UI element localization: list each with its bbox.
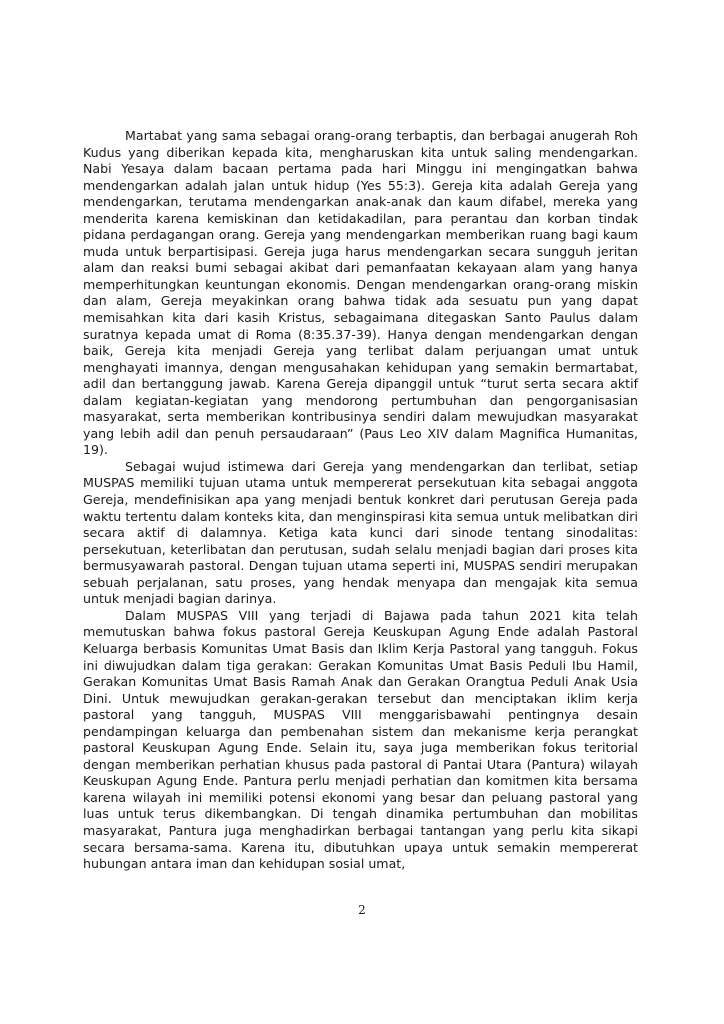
paragraph-3: Dalam MUSPAS VIII yang terjadi di Bajawa pada tahun 2021 kita telah memutuskan bahwa fokus pastoral Gereja Keuskupan Agung Ende adalah Pastoral Keluarga berbasis Komunitas Umat Basis dan Iklim Kerja Pastoral yang tangguh. Fokus ini diwujudkan dalam tiga gerakan: Gerakan Komunitas Umat Basis Peduli Ibu Hamil, Gerakan Komunitas Umat Basis Ramah Anak dan Gerakan Orangtua Peduli Anak Usia Dini. Untuk mewujudkan gerakan-gerakan tersebut dan menciptakan iklim kerja pastoral yang tangguh, MUSPAS VIII menggarisbawahi pentingnya desain pendampingan keluarga dan pembenahan sistem dan mekanisme kerja perangkat pastoral Keuskupan Agung Ende. Selain itu, saya juga memberikan fokus teritorial dengan memberikan perhatian khusus pada pastoral di Pantai Utara (Pantura) wilayah Keuskupan Agung Ende. Pantura perlu menjadi perhatian dan komitmen kita bersama karena wilayah ini memiliki potensi ekonomi yang besar dan peluang pastoral yang luas untuk terus dikembangkan. Di tengah dinamika pertumbuhan dan mobilitas masyarakat, Pantura juga menghadirkan berbagai tantangan yang perlu kita sikapi secara bersama-sama. Karena itu, dibutuhkan upaya untuk semakin mempererat hubungan antara iman dan kehidupan sosial umat, (83, 607, 638, 872)
paragraph-2: Sebagai wujud istimewa dari Gereja yang mendengarkan dan terlibat, setiap MUSPAS memiliki tujuan utama untuk mempererat persekutuan kita sebagai anggota Gereja, mendefinisikan apa yang menjadi bentuk konkret dari perutusan Gereja pada waktu tertentu dalam konteks kita, dan menginspirasi kita semua untuk melibatkan diri secara aktif di dalamnya. Ketiga kata kunci dari sinode tentang sinodalitas: persekutuan, keterlibatan dan perutusan, sudah selalu menjadi bagian dari proses kita bermusyawarah pastoral. Dengan tujuan utama seperti ini, MUSPAS sendiri merupakan sebuah perjalanan, satu proses, yang hendak menyapa dan mengajak kita semua untuk menjadi bagian darinya. (83, 458, 638, 607)
body-text (83, 128, 638, 873)
page-number: 2 (358, 903, 366, 917)
paragraph-1: Martabat yang sama sebagai orang-orang terbaptis, dan berbagai anugerah Roh Kudus yang diberikan kepada kita, mengharuskan kita untuk saling mendengarkan. Nabi Yesaya dalam bacaan pertama pada hari Minggu ini mengingatkan bahwa mendengarkan adalah jalan untuk hidup (Yes 55:3). Gereja kita adalah Gereja yang mendengarkan, terutama mendengarkan anak-anak dan kaum difabel, mereka yang menderita karena kemiskinan dan ketidakadilan, para perantau dan korban tindak pidana perdagangan orang. Gereja yang mendengarkan memberikan ruang bagi kaum muda untuk berpartisipasi. Gereja juga harus mendengarkan secara sungguh jeritan alam dan reaksi bumi sebagai akibat dari pemanfaatan kekayaan alam yang hanya memperhitungkan keuntungan ekonomis. Dengan mendengarkan orang-orang miskin dan alam, Gereja meyakinkan orang bahwa tidak ada sesuatu pun yang dapat memisahkan kita dari kasih Kristus, sebagaimana ditegaskan Santo Paulus dalam suratnya kepada umat di Roma (8:35.37-39). Hanya dengan mendengarkan dengan baik, Gereja kita menjadi Gereja yang terlibat dalam perjuangan umat untuk menghayati imannya, dengan mengusahakan kehidupan yang semakin bermartabat, adil dan bertanggung jawab. Karena Gereja dipanggil untuk “turut serta secara aktif dalam kegiatan-kegiatan yang mendorong pertumbuhan dan pengorganisasian masyarakat, serta memberikan kontribusinya sendiri dalam mewujudkan masyarakat yang lebih adil dan penuh persaudaraan” (Paus Leo XIV dalam Magnifica Humanitas, 19). (83, 128, 638, 458)
